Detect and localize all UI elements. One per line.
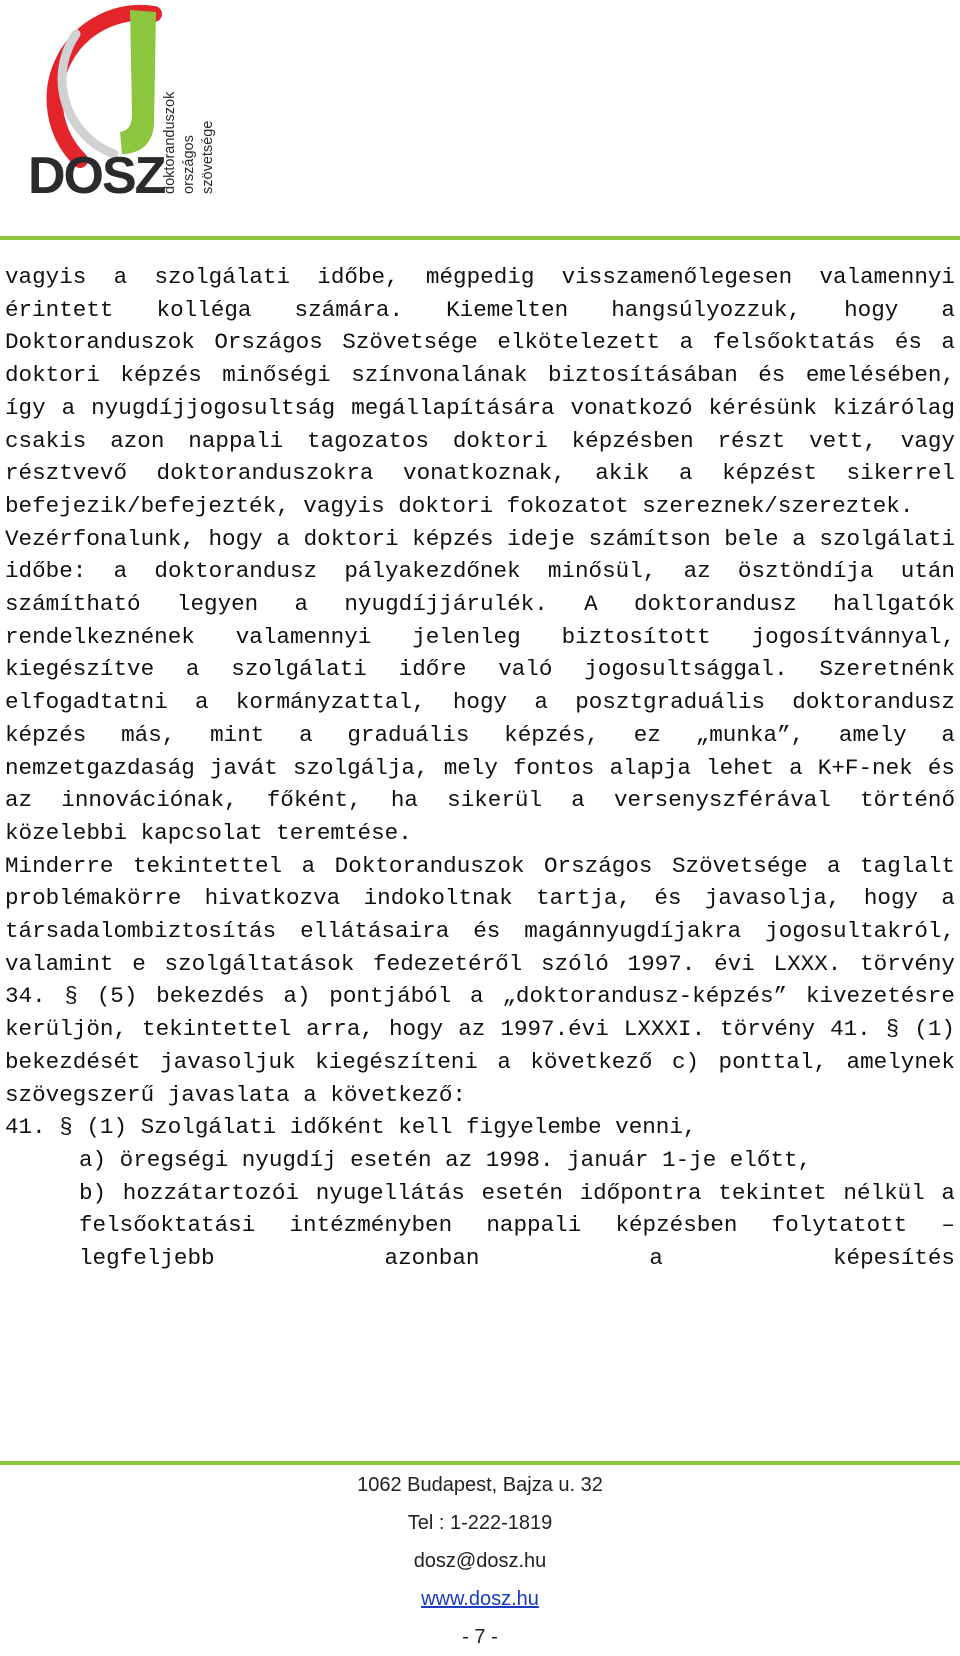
footer	[0, 1466, 960, 1656]
footer-address: 1062 Budapest, Bajza u. 32	[357, 1474, 603, 1496]
paragraph-3: Minderre tekintettel a Doktoranduszok Országos Szövetsége a taglalt problémakörre hivatkozva indokoltnak tartja, és javasolja, hogy a társadalombiztosítás ellátásaira és magánnyugdíjakra jogosultakról, valamint e szolgáltatások fedezetéről szóló 1997. évi LXXX. törvény 34. § (5) bekezdés a) pontjából a „doktorandusz-képzés” kivezetésre kerüljön, tekintettel arra, hogy az 1997.évi LXXXI. törvény 41. § (1) bekezdését javasoljuk kiegészíteni a következő c) ponttal, amelynek szövegszerű javaslata a következő:	[5, 852, 955, 1108]
dosz-logo	[14, 4, 234, 209]
header-divider	[0, 236, 960, 240]
list-item-b: b) hozzátartozói nyugellátás esetén időpontra tekintet nélkül a felsőoktatási intézményben nappali képzésben folytatott – legfeljebb azonban a képesítés	[79, 1179, 955, 1272]
footer-website-link[interactable]: www.dosz.hu	[421, 1588, 539, 1610]
svg-text:országos: országos	[181, 135, 197, 194]
footer-email: dosz@dosz.hu	[413, 1550, 547, 1572]
svg-text:doktoranduszok: doktoranduszok	[162, 91, 178, 194]
paragraph-4: 41. § (1) Szolgálati időként kell figyelembe venni,	[5, 1114, 697, 1141]
svg-text:szövetsége: szövetsége	[200, 120, 216, 194]
footer-divider	[0, 1461, 960, 1465]
page-number: - 7 -	[462, 1626, 498, 1648]
svg-text:DOSZ: DOSZ	[28, 147, 165, 205]
letter-body	[5, 261, 955, 1275]
footer-phone: Tel : 1-222-1819	[407, 1512, 553, 1534]
paragraph-2: Vezérfonalunk, hogy a doktori képzés ideje számítson bele a szolgálati időbe: a doktorandusz pályakezdőnek minősül, az ösztöndíja után számítható legyen a nyugdíjjárulék. A doktorandusz hallgatók rendelkeznének valamennyi jelenleg biztosított jogosítvánnyal, kiegészítve a szolgálati időre való jogosultsággal. Szeretnénk elfogadtatni a kormányzattal, hogy a posztgraduális doktorandusz képzés más, mint a graduális képzés, ez „munka”, amely a nemzetgazdaság javát szolgálja, mely fontos alapja lehet a K+F-nek és az innovációnak, főként, ha sikerül a versenyszférával történő közelebbi kapcsolat teremtése.	[5, 525, 955, 846]
paragraph-1: vagyis a szolgálati időbe, mégpedig visszamenőlegesen valamennyi érintett kolléga számára. Kiemelten hangsúlyozzuk, hogy a Doktoranduszok Országos Szövetsége elkötelezett a felsőoktatás és a doktori képzés minőségi színvonalának biztosításában és emelésében, így a nyugdíjjogosultság megállapítására vonatkozó kérésünk kizárólag csakis azon nappali tagozatos doktori képzésben részt vett, vagy résztvevő doktoranduszokra vonatkoznak, akik a képzést sikerrel befejezik/befejezték, vagyis doktori fokozatot szereznek/szereztek.	[5, 264, 955, 519]
list-item-a: a) öregségi nyugdíj esetén az 1998. január 1-je előtt,	[79, 1146, 812, 1173]
